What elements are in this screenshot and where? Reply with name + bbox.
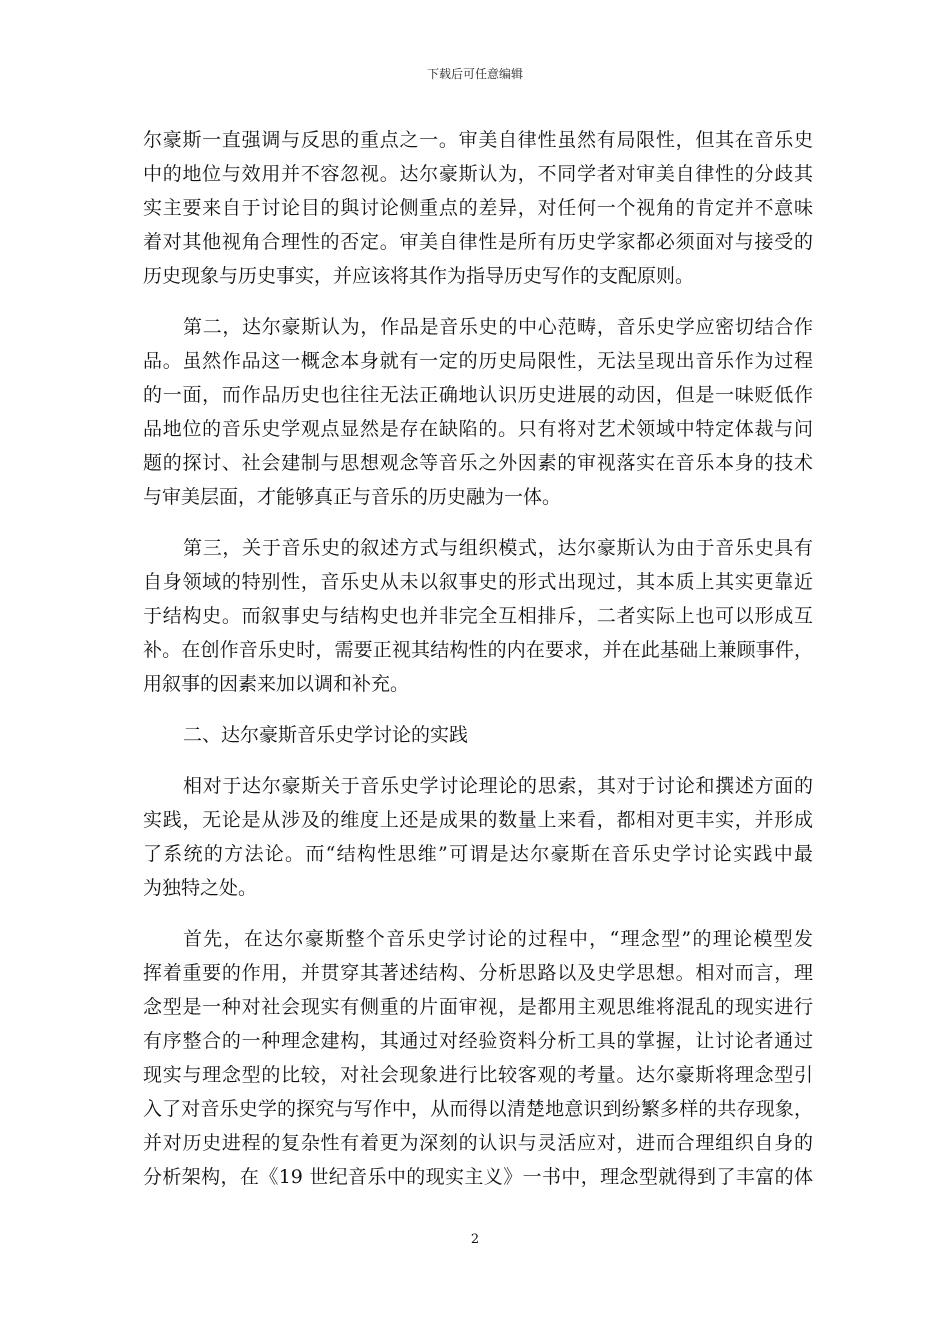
paragraph-line: 分析架构，在《19 世纪音乐中的现实主义》一书中，理念型就得到了丰富的体: [143, 1166, 813, 1188]
paragraph-line: 念型是一种对社会现实有侧重的片面审视，是都用主观思维将混乱的现实进行: [143, 996, 813, 1018]
paragraph-line: 实践，无论是从涉及的维度上还是成果的数量上来看，都相对更丰实，并形成: [143, 809, 813, 831]
paragraph-line: 挥着重要的作用，并贯穿其著述结构、分析思路以及史学思想。相对而言，理: [143, 962, 813, 984]
paragraph-line: 品地位的音乐史学观点显然是存在缺陷的。只有将对艺术领域中特定体裁与问: [143, 418, 813, 440]
paragraph-line: 现实与理念型的比较，对社会现象进行比较客观的考量。达尔豪斯将理念型引: [143, 1064, 813, 1086]
paragraph-line: 并对历史进程的复杂性有着更为深刻的认识与灵活应对，进而合理组织自身的: [143, 1132, 813, 1154]
section-heading: 二、达尔豪斯音乐史学讨论的实践: [183, 724, 469, 746]
paragraph-line: 历史现象与历史事实，并应该将其作为指导历史写作的支配原则。: [143, 265, 695, 287]
paragraph-line: 题的探讨、社会建制与思想观念等音乐之外因素的审视落实在音乐本身的技术: [143, 452, 813, 474]
paragraph-line: 第三，关于音乐史的叙述方式与组织模式，达尔豪斯认为由于音乐史具有: [183, 537, 813, 559]
page-number: 2: [470, 1232, 480, 1247]
paragraph-line: 于结构史。而叙事史与结构史也并非完全互相排斥，二者实际上也可以形成互: [143, 605, 813, 627]
paragraph-line: 中的地位与效用并不容忽视。达尔豪斯认为，不同学者对审美自律性的分歧其: [143, 163, 813, 185]
paragraph-line: 着对其他视角合理性的否定。审美自律性是所有历史学家都必须面对与接受的: [143, 231, 813, 253]
paragraph-line: 的一面，而作品历史也往往无法正确地认识历史进展的动因，但是一味贬低作: [143, 384, 813, 406]
paragraph-line: 相对于达尔豪斯关于音乐史学讨论理论的思索，其对于讨论和撰述方面的: [183, 775, 813, 797]
paragraph-line: 品。虽然作品这一概念本身就有一定的历史局限性，无法呈现出音乐作为过程: [143, 350, 813, 372]
paragraph-line: 补。在创作音乐史时，需要正视其结构性的内在要求，并在此基础上兼顾事件，: [143, 639, 813, 661]
paragraph-line: 实主要来自于讨论目的與讨论侧重点的差异，对任何一个视角的肯定并不意味: [143, 197, 813, 219]
paragraph-line: 与审美层面，才能够真正与音乐的历史融为一体。: [143, 486, 562, 508]
paragraph-line: 第二，达尔豪斯认为，作品是音乐史的中心范畴，音乐史学应密切结合作: [183, 316, 813, 338]
paragraph-line: 有序整合的一种理念建构，其通过对经验资料分析工具的掌握，让讨论者通过: [143, 1030, 813, 1052]
paragraph-line: 为独特之处。: [143, 877, 258, 899]
paragraph-line: 自身领域的特别性，音乐史从未以叙事史的形式出现过，其本质上其实更靠近: [143, 571, 813, 593]
page-header: 下载后可任意编辑: [426, 67, 523, 81]
paragraph-line: 首先，在达尔豪斯整个音乐史学讨论的过程中，“理念型”的理论模型发: [183, 928, 813, 950]
paragraph-line: 了系统的方法论。而“结构性思维”可谓是达尔豪斯在音乐史学讨论实践中最: [143, 843, 813, 865]
paragraph-line: 尔豪斯一直强调与反思的重点之一。审美自律性虽然有局限性，但其在音乐史: [143, 129, 813, 151]
paragraph-line: 用叙事的因素来加以调和补充。: [143, 673, 410, 695]
paragraph-line: 入了对音乐史学的探究与写作中，从而得以清楚地意识到纷繁多样的共存现象，: [143, 1098, 813, 1120]
